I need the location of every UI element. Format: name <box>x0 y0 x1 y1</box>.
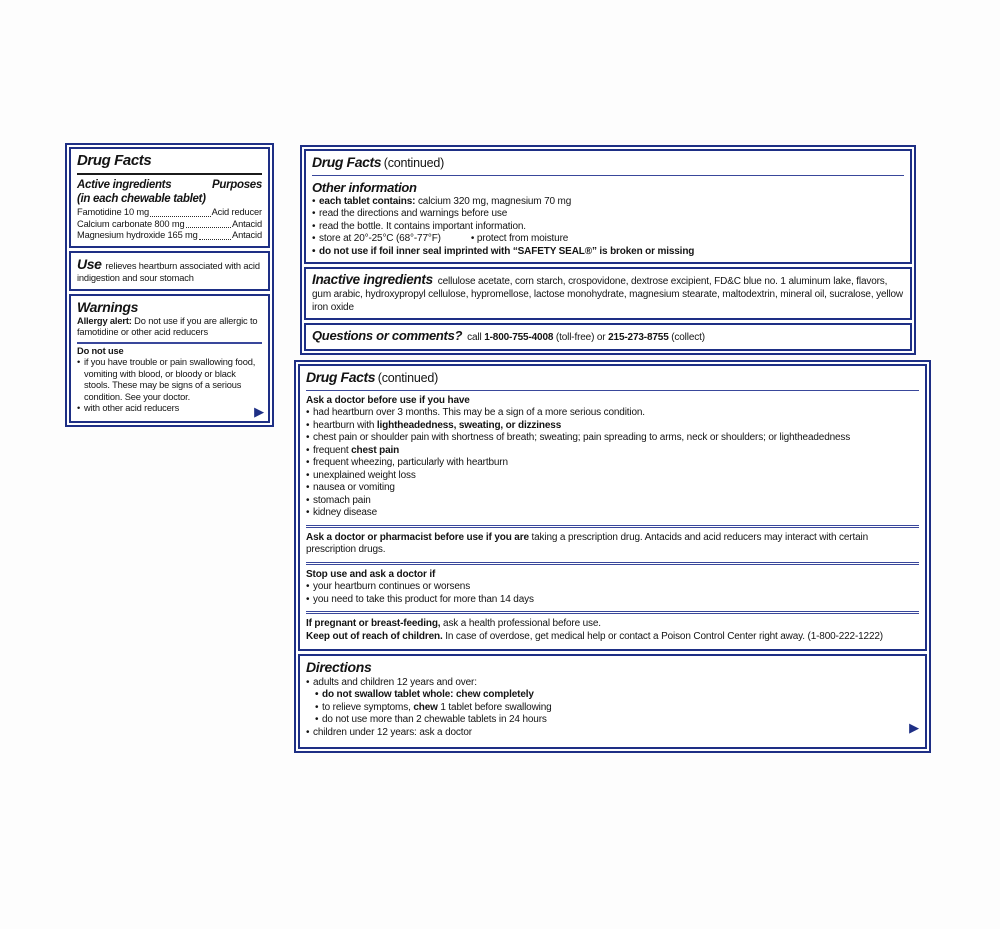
tollfree-label: (toll-free) or <box>553 332 609 344</box>
ask-pharmacist-text <box>306 532 919 557</box>
directions-text: adults and children 12 years and over: <box>313 676 477 688</box>
directions-text: to relieve symptoms, <box>322 701 414 713</box>
bullet-icon: • <box>306 482 310 494</box>
bullet-icon: • <box>312 208 316 220</box>
directions-text-bold: chew <box>413 701 438 713</box>
directions-sub-bullet <box>315 689 919 702</box>
bullet-icon: • <box>77 357 81 368</box>
bullet-icon: • <box>315 689 319 701</box>
inactive-ingredients-text: cellulose acetate, corn starch, crospovidone, dextrose excipient, FD&C blue no. 1 aluminum lake, flavors, gum arabic, hydroxypropyl cellulose, hypromellose, lactose monohydrate, magnesium stearate, maltodextrin, mineral oil, sucralose, yellow iron oxide <box>312 276 903 313</box>
bullet-icon: • <box>315 701 319 713</box>
use-heading: Use <box>77 255 102 272</box>
panel-header <box>306 369 919 387</box>
section-inactive-ingredients <box>304 267 912 320</box>
ask-doctor-heading: Ask a doctor before use if you have <box>306 394 470 406</box>
phone-collect: 215-273-8755 <box>608 332 669 344</box>
panel-drug-facts-continued-top <box>300 145 916 355</box>
active-ingredients-heading: Active ingredients <box>77 178 172 191</box>
directions-text: children under 12 years: ask a doctor <box>313 726 472 738</box>
symptom-bullet <box>306 495 919 508</box>
keep-out-rest: In case of overdose, get medical help or contact a Poison Control Center right away. (1-800-222-1222) <box>442 630 883 642</box>
bullet-icon: • <box>77 403 81 414</box>
phone-tollfree: 1-800-755-4008 <box>484 332 554 344</box>
drug-facts-title: Drug Facts <box>306 369 376 385</box>
pregnancy-rest: ask a health professional before use. <box>440 618 601 630</box>
directions-sub-bullet <box>315 702 919 715</box>
bullet-icon: • <box>306 419 310 431</box>
symptom-text-bold: chest pain <box>351 444 400 456</box>
warning-text: with other acid reducers <box>84 403 180 414</box>
symptom-bullet <box>306 407 919 420</box>
info-text-bold: do not use if foil inner seal imprinted with “SAFETY SEAL®” is broken or missing <box>319 245 695 257</box>
divider <box>312 175 904 176</box>
collect-label: (collect) <box>668 332 705 344</box>
drug-facts-title: Drug Facts <box>312 154 382 170</box>
symptom-text: chest pain or shoulder pain with shortness of breath; sweating; pain spreading to arms, neck or shoulders; or lightheadedness <box>313 432 851 444</box>
ask-pharmacist-label: Ask a doctor or pharmacist before use if you are <box>306 531 529 543</box>
bullet-icon: • <box>306 676 310 688</box>
section-use <box>69 251 270 291</box>
info-text: store at 20°-25°C (68°-77°F) <box>319 233 441 245</box>
drug-facts-title: Drug Facts <box>77 152 152 169</box>
info-text: calcium 320 mg, magnesium 70 mg <box>415 195 572 207</box>
ingredient-name: Calcium carbonate 800 mg <box>77 218 185 229</box>
bullet-icon: • <box>306 469 310 481</box>
info-bullet <box>312 221 904 234</box>
continue-arrow-icon: ▶ <box>909 720 919 736</box>
bullet-icon: • <box>306 444 310 456</box>
ingredient-purpose: Antacid <box>232 218 262 229</box>
info-text-bold: each tablet contains: <box>319 195 416 207</box>
info-text: read the bottle. It contains important information. <box>319 220 526 232</box>
info-bullet <box>312 208 904 221</box>
section-active-ingredients <box>69 147 270 248</box>
panel-drug-facts-main <box>65 143 274 427</box>
bullet-icon: • <box>312 245 316 257</box>
continued-label: (continued) <box>383 156 445 170</box>
symptom-text: unexplained weight loss <box>313 469 416 481</box>
ingredient-row <box>77 219 262 231</box>
symptom-text: nausea or vomiting <box>313 482 395 494</box>
allergy-alert-label: Allergy alert: <box>77 315 132 326</box>
section-questions <box>304 323 912 351</box>
divider <box>77 173 262 175</box>
divider <box>306 525 919 528</box>
allergy-alert <box>77 316 262 339</box>
bullet-icon: • <box>306 581 310 593</box>
inactive-ingredients-heading: Inactive ingredients <box>312 272 433 288</box>
other-information-heading: Other information <box>312 179 417 195</box>
bullet-icon: • <box>306 407 310 419</box>
info-text: read the directions and warnings before use <box>319 208 508 220</box>
continue-arrow-icon: ▶ <box>254 404 264 419</box>
purposes-heading: Purposes <box>211 178 262 191</box>
bullet-icon: • <box>306 457 310 469</box>
warning-bullet <box>77 403 262 415</box>
divider <box>306 562 919 565</box>
stop-use-bullet <box>306 581 919 594</box>
bullet-icon: • <box>306 432 310 444</box>
warning-bullet <box>77 357 262 403</box>
stop-use-bullet <box>306 594 919 607</box>
symptom-bullet <box>306 445 919 458</box>
section-other-information <box>304 149 912 264</box>
ingredient-name: Famotidine 10 mg <box>77 207 150 218</box>
symptom-text: heartburn with <box>313 419 377 431</box>
symptom-text-bold: lightheadedness, sweating, or dizziness <box>376 419 562 431</box>
keep-out-label: Keep out of reach of children. <box>306 630 443 642</box>
call-label: call <box>467 332 485 344</box>
panel-drug-facts-continued-bottom <box>294 360 931 753</box>
pregnancy-label: If pregnant or breast-feeding, <box>306 618 441 630</box>
ingredient-name: Magnesium hydroxide 165 mg <box>77 230 198 241</box>
ingredient-row <box>77 230 262 242</box>
warnings-heading: Warnings <box>77 298 139 315</box>
symptom-bullet <box>306 420 919 433</box>
symptom-text: kidney disease <box>313 507 378 519</box>
bullet-icon: • <box>312 220 316 232</box>
symptom-bullet <box>306 432 919 445</box>
bullet-icon: • <box>312 233 316 245</box>
stop-use-text: you need to take this product for more than 14 days <box>313 593 534 605</box>
directions-heading: Directions <box>306 659 372 676</box>
active-ingredients-subheading: (in each chewable tablet) <box>77 192 206 205</box>
stop-use-heading: Stop use and ask a doctor if <box>306 568 436 580</box>
bullet-icon: • <box>306 726 310 738</box>
divider <box>306 390 919 391</box>
symptom-bullet <box>306 457 919 470</box>
dotted-leader <box>199 239 231 240</box>
info-bullet-inline <box>471 233 568 246</box>
divider <box>306 611 919 614</box>
bullet-icon: • <box>306 593 310 605</box>
bullet-icon: • <box>315 714 319 726</box>
continued-label: (continued) <box>377 371 439 385</box>
stop-use-text: your heartburn continues or worsens <box>313 581 471 593</box>
directions-sub-bullet <box>315 714 919 727</box>
pregnancy-text <box>306 618 919 631</box>
ingredient-purpose: Acid reducer <box>211 207 262 218</box>
directions-text: do not use more than 2 chewable tablets in 24 hours <box>322 714 547 726</box>
dotted-leader <box>186 227 232 228</box>
info-bullet <box>312 233 904 246</box>
questions-heading: Questions or comments? <box>312 328 463 344</box>
symptom-text: frequent <box>313 444 352 456</box>
bullet-icon: • <box>306 507 310 519</box>
panel-header <box>312 154 904 172</box>
symptom-text: had heartburn over 3 months. This may be a sign of a more serious condition. <box>313 407 645 419</box>
directions-text-bold: do not swallow tablet whole: chew completely <box>322 689 534 701</box>
symptom-text: frequent wheezing, particularly with heartburn <box>313 457 508 469</box>
bullet-icon: • <box>312 195 316 207</box>
bullet-icon: • <box>470 233 475 245</box>
symptom-bullet <box>306 470 919 483</box>
allergy-alert-text: Do not use if you are allergic to famotidine or other acid reducers <box>77 315 258 338</box>
section-warnings <box>69 294 270 423</box>
ingredient-purpose: Antacid <box>232 230 262 241</box>
ingredient-row <box>77 207 262 219</box>
info-bullet <box>312 246 904 259</box>
keep-out-of-reach-text <box>306 631 919 644</box>
use-text: relieves heartburn associated with acid indigestion and sour stomach <box>77 260 260 283</box>
directions-bullet <box>306 727 919 740</box>
divider <box>77 342 262 344</box>
info-text: protect from moisture <box>476 233 569 245</box>
symptom-bullet <box>306 507 919 520</box>
section-warnings-continued <box>298 364 927 651</box>
ask-pharmacist-rest: taking a prescription drug. Antacids and acid reducers may interact with certain prescription drugs. <box>306 531 869 556</box>
directions-text: 1 tablet before swallowing <box>437 701 552 713</box>
do-not-use-label: Do not use <box>77 345 124 356</box>
warning-text: if you have trouble or pain swallowing food, vomiting with blood, or bloody or black stools. These may be signs of a serious condition. See your doctor. <box>84 357 256 402</box>
info-bullet <box>312 196 904 209</box>
bullet-icon: • <box>306 494 310 506</box>
symptom-text: stomach pain <box>313 494 371 506</box>
directions-bullet <box>306 677 919 690</box>
dotted-leader <box>150 216 211 217</box>
section-directions <box>298 654 927 749</box>
symptom-bullet <box>306 482 919 495</box>
